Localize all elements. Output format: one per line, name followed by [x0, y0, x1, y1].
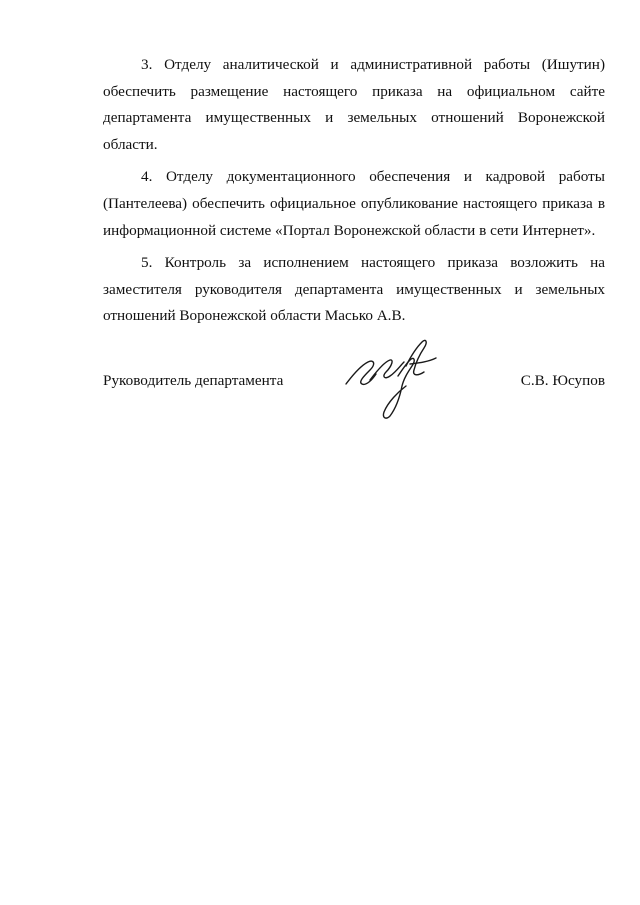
signatory-position: Руководитель департамента	[103, 372, 284, 389]
document-body	[103, 52, 605, 330]
paragraph-4: 4. Отделу документационного обеспечения и кадровой работы (Пантелеева) обеспечить официальное опубликование настоящего приказа в информационной системе «Портал Воронежской области в сети Интернет».	[103, 168, 605, 239]
handwritten-signature-icon	[340, 336, 440, 426]
paragraph-5: 5. Контроль за исполнением настоящего приказа возложить на заместителя руководителя департамента имущественных и земельных отношений Воронежской области Масько А.В.	[103, 254, 605, 325]
signatory-name: С.В. Юсупов	[520, 372, 605, 389]
paragraph-3: 3. Отделу аналитической и административной работы (Ишутин) обеспечить размещение настоящего приказа на официальном сайте департамента имущественных и земельных отношений Воронежской области.	[103, 56, 605, 153]
